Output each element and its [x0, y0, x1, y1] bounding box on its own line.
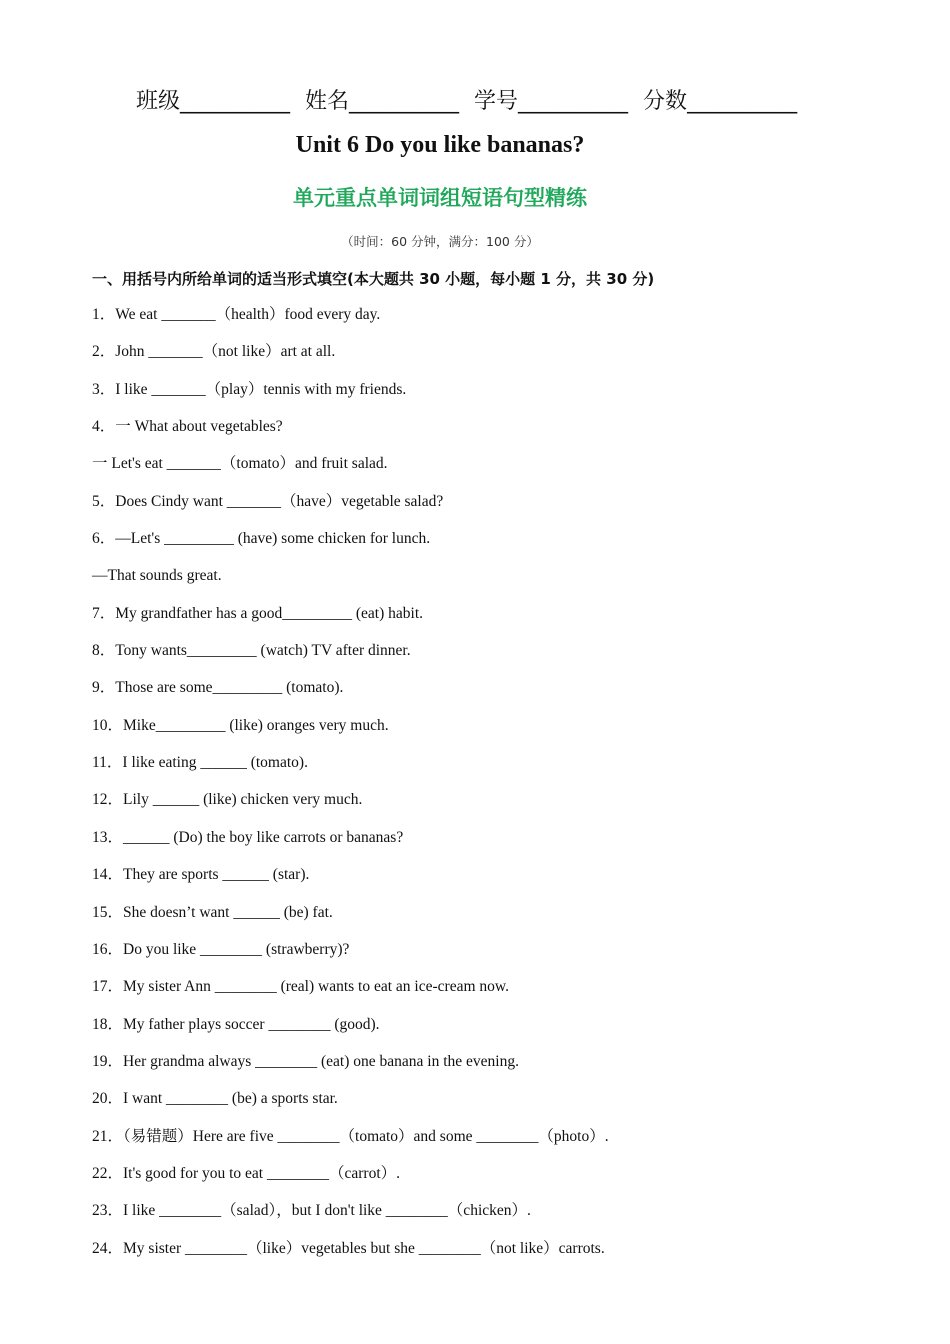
worksheet-subtitle: 单元重点单词词组短语句型精练 — [293, 186, 587, 210]
question-item: 8．Tony wants_________ (watch) TV after dinner. — [92, 642, 411, 660]
question-item: 11．I like eating ______ (tomato). — [92, 754, 308, 772]
section-heading: 一、用括号内所给单词的适当形式填空(本大题共 30 小题，每小题 1 分，共 30 分) — [92, 270, 655, 288]
question-item: 18．My father plays soccer ________ (good). — [92, 1015, 380, 1033]
question-item: 2．John _______（not like）art at all. — [92, 343, 336, 361]
score-field[interactable] — [643, 84, 797, 115]
question-item: 9．Those are some_________ (tomato). — [92, 679, 344, 697]
question-item: 14．They are sports ______ (star). — [92, 866, 310, 884]
class-blank[interactable]: __________ — [180, 89, 291, 114]
class-label: 班级 — [136, 89, 181, 114]
score-label: 分数 — [643, 89, 688, 114]
question-item: 3．I like _______（play）tennis with my friends. — [92, 380, 407, 398]
question-item: 15．She doesn’t want ______ (be) fat. — [92, 903, 333, 921]
question-item: 6．—Let's _________ (have) some chicken for lunch. — [92, 530, 431, 548]
question-item: 1．We eat _______（health）food every day. — [92, 306, 381, 323]
question-item: 20．I want ________ (be) a sports star. — [92, 1090, 338, 1108]
score-blank[interactable]: __________ — [687, 89, 798, 114]
question-list — [92, 302, 892, 1273]
question-item: 13．______ (Do) the boy like carrots or bananas? — [92, 828, 404, 846]
time-score-note: （时间：60 分钟，满分：100 分） — [341, 234, 539, 249]
question-item: 22．It's good for you to eat ________（carrot）. — [92, 1164, 401, 1182]
question-item: 4．一 What about vegetables? — [92, 418, 283, 436]
question-item: 19．Her grandma always ________ (eat) one banana in the evening. — [92, 1052, 519, 1070]
question-item: 一 Let's eat _______（tomato）and fruit salad. — [92, 455, 388, 473]
question-item: 21．（易错题）Here are five ________（tomato）and some ________（photo）. — [92, 1127, 609, 1145]
name-field[interactable] — [305, 84, 459, 115]
question-item: 16．Do you like ________ (strawberry)? — [92, 940, 350, 958]
question-item: 10．Mike_________ (like) oranges very much. — [92, 716, 389, 734]
unit-title: Unit 6 Do you like bananas? — [295, 132, 585, 158]
question-item: —That sounds great. — [92, 567, 222, 585]
name-blank[interactable]: __________ — [349, 89, 460, 114]
question-item: 23．I like ________（salad），but I don't like ________（chicken）. — [92, 1202, 531, 1220]
question-item: 5．Does Cindy want _______（have）vegetable salad? — [92, 492, 444, 510]
question-item: 17．My sister Ann ________ (real) wants to eat an ice-cream now. — [92, 978, 509, 996]
student-number-blank[interactable]: __________ — [518, 89, 629, 114]
class-field[interactable] — [136, 84, 290, 115]
question-item: 7．My grandfather has a good_________ (eat) habit. — [92, 604, 424, 622]
student-number-label: 学号 — [474, 89, 519, 114]
name-label: 姓名 — [305, 89, 350, 114]
question-item: 24．My sister ________（like）vegetables but she ________（not like）carrots. — [92, 1239, 605, 1257]
student-info-line — [136, 84, 836, 115]
question-item: 12．Lily ______ (like) chicken very much. — [92, 791, 363, 809]
student-number-field[interactable] — [474, 84, 628, 115]
